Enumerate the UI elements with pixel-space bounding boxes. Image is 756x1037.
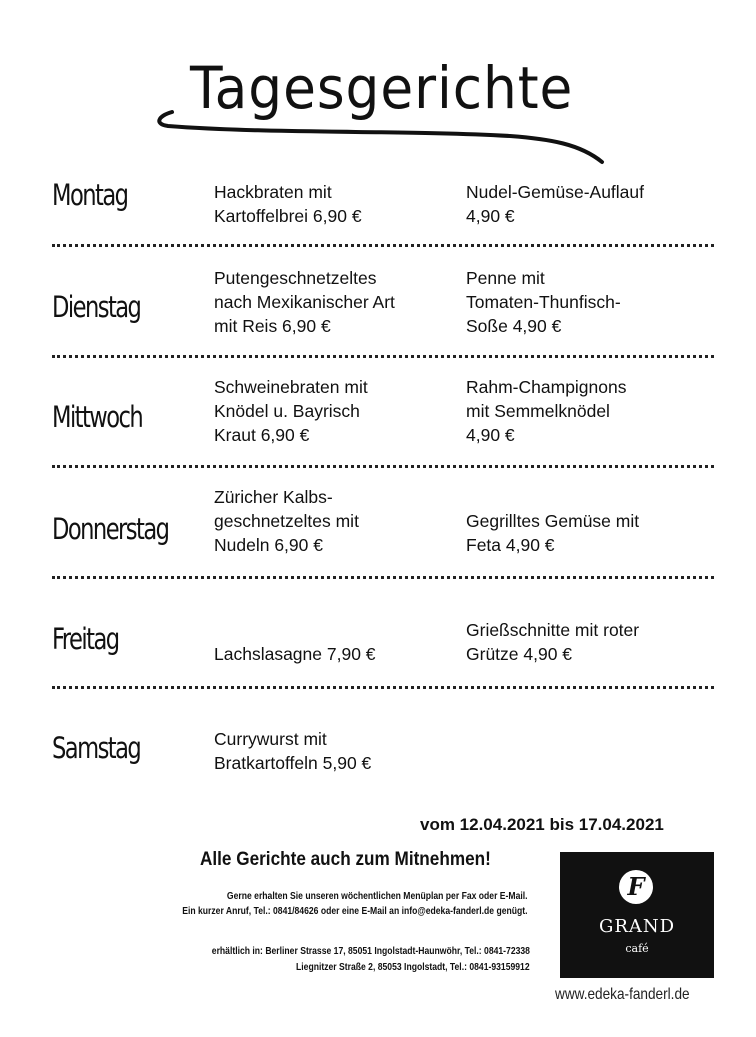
logo-subtitle: café	[625, 942, 649, 955]
divider	[52, 576, 714, 579]
dish-line: Rahm-Champignons	[466, 377, 627, 397]
dish-line: mit Semmelknödel	[466, 401, 610, 421]
dish-line: nach Mexikanischer Art	[214, 292, 395, 312]
divider	[52, 465, 714, 468]
dish-line: Bratkartoffeln 5,90 €	[214, 753, 372, 773]
dish-line: Nudel-Gemüse-Auflauf	[466, 182, 644, 202]
dish-line: Putengeschnetzeltes	[214, 268, 377, 288]
dish-line: Feta 4,90 €	[466, 535, 555, 555]
address-line-1: erhältlich in: Berliner Strasse 17, 85051 Ingolstadt-Haunwöhr, Tel.: 0841-72338	[211, 946, 530, 957]
day-dienstag: Dienstag	[52, 290, 141, 324]
divider	[52, 355, 714, 358]
day-mittwoch: Mittwoch	[52, 400, 143, 434]
dish-line: Currywurst mit	[214, 729, 327, 749]
dish-montag-2	[466, 180, 716, 228]
dish-line: Knödel u. Bayrisch	[214, 401, 360, 421]
dish-line: Lachslasagne 7,90 €	[214, 644, 376, 664]
takeaway-note: Alle Gerichte auch zum Mitnehmen!	[200, 848, 491, 870]
day-donnerstag: Donnerstag	[52, 512, 169, 546]
address-line-2: Liegnitzer Straße 2, 85053 Ingolstadt, Tel.: 0841-93159912	[296, 962, 530, 973]
dish-montag-1	[214, 180, 454, 228]
dish-line: Grießschnitte mit roter	[466, 620, 640, 640]
date-range: vom 12.04.2021 bis 17.04.2021	[420, 815, 664, 834]
dish-line: Hackbraten mit	[214, 182, 332, 202]
page-title: Tagesgerichte	[190, 54, 574, 122]
grand-cafe-logo	[560, 852, 714, 978]
info-email-link[interactable]: info@edeka-fanderl.de	[402, 906, 495, 917]
dish-line: geschnetzeltes mit	[214, 511, 359, 531]
dish-dienstag-1	[214, 266, 454, 338]
dish-line: Schweinebraten mit	[214, 377, 368, 397]
dish-samstag-1	[214, 727, 454, 775]
dish-line: 4,90 €	[466, 425, 515, 445]
dish-dienstag-2	[466, 266, 716, 338]
dish-line: Kraut 6,90 €	[214, 425, 310, 445]
title-block	[150, 50, 620, 170]
dish-line: Gegrilltes Gemüse mit	[466, 511, 640, 531]
dish-line: Grütze 4,90 €	[466, 644, 573, 664]
logo-letter: F	[627, 872, 645, 901]
day-montag: Montag	[52, 178, 128, 212]
logo-emblem-icon	[619, 870, 653, 904]
dish-line: Penne mit	[466, 268, 545, 288]
logo-name: GRAND	[598, 916, 676, 937]
divider	[52, 686, 714, 689]
day-samstag: Samstag	[52, 731, 141, 765]
website-link[interactable]: www.edeka-fanderl.de	[555, 986, 690, 1003]
dish-line: Tomaten-Thunfisch-	[466, 292, 621, 312]
dish-donnerstag-1	[214, 485, 454, 557]
dish-freitag-1	[214, 642, 454, 666]
dish-line: Züricher Kalbs-	[214, 487, 333, 507]
dish-line: Nudeln 6,90 €	[214, 535, 323, 555]
dish-line: Soße 4,90 €	[466, 316, 562, 336]
dish-line: 4,90 €	[466, 206, 515, 226]
info-line-2	[183, 906, 528, 917]
dish-freitag-2	[466, 618, 716, 666]
info-text: Ein kurzer Anruf, Tel.: 0841/84626 oder eine E-Mail an	[182, 906, 403, 917]
info-line-1: Gerne erhalten Sie unseren wöchentlichen Menüplan per Fax oder E-Mail.	[227, 891, 528, 902]
dish-line: mit Reis 6,90 €	[214, 316, 331, 336]
dish-line: Kartoffelbrei 6,90 €	[214, 206, 362, 226]
dish-mittwoch-2	[466, 375, 716, 447]
day-freitag: Freitag	[52, 622, 119, 656]
dish-mittwoch-1	[214, 375, 454, 447]
divider	[52, 244, 714, 247]
info-text: genügt.	[494, 906, 528, 917]
dish-donnerstag-2	[466, 509, 716, 557]
